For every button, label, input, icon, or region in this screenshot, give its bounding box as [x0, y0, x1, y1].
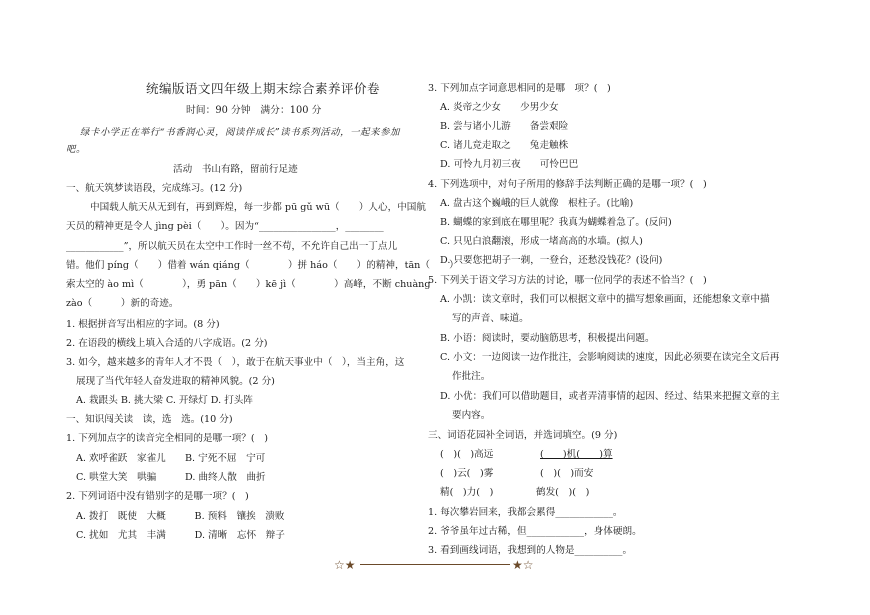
passage-line-1: 中国载人航天从无到有，再到辉煌，每一步都 pū gǔ wū（ ）人心，中国航 [90, 202, 426, 213]
passage-line-6: zào（ ）新的奇迹。 [66, 298, 179, 309]
question-r4-option-b: B. 蝴蝶的家到底在哪里呢？我真为蝴蝶着急了。(反问) [440, 217, 672, 228]
section-3-heading: 三、词语花园补全词语，并选词填空。(9 分) [428, 430, 618, 441]
section-2-heading: 一、知识闯关读 读，选 选。(10 分) [66, 414, 233, 425]
question-r5: 5. 下列关于语文学习方法的讨论，哪一位同学的表述不恰当？( ) [428, 275, 707, 286]
question-r5-option-c-line-2: 作批注。 [452, 371, 491, 382]
exam-title: 统编版语文四年级上期末综合素养评价卷 [146, 81, 381, 96]
question-3-line-1: 3. 如今，越来越多的青年人才不畏（ ），敢于在航天事业中（ ），当主角，这 [66, 357, 405, 368]
question-r4-option-a: A. 盘古这个巍峨的巨人就像 根柱子。(比喻) [440, 198, 634, 209]
activity-heading: 活动 书山有路，留前行足迹 [173, 164, 298, 175]
knowledge-question-1: 1. 下列加点字的读音完全相同的是哪一项？( ) [66, 433, 268, 444]
intro-line-2: 吧。 [66, 144, 86, 155]
word-blank-1a: ( )( )高远 [440, 449, 494, 460]
question-r5-option-d-line-2: 要内容。 [452, 410, 491, 421]
knowledge-question-1-options-ab: A. 欢呼雀跃 家雀儿 B. 宁死不屈 宁可 [76, 453, 266, 464]
question-r3-option-c: C. 诸儿竞走取之 兔走触株 [440, 140, 569, 151]
question-3-options: A. 栽跟头 B. 挑大梁 C. 开绿灯 D. 打头阵 [76, 395, 253, 406]
knowledge-question-1-options-cd: C. 哄堂大笑 哄骗 D. 曲终人散 曲折 [76, 472, 266, 483]
question-r5-option-a-line-2: 写的声音、味道。 [452, 313, 529, 324]
question-r5-option-a-line-1: A. 小凯：读文章时，我们可以根据文章中的描写想象画面，还能想象文章中描 [440, 294, 770, 305]
question-r5-option-c-line-1: C. 小文：一边阅读一边作批注，会影响阅读的速度，因此必须要在读完全文后再 [440, 352, 780, 363]
question-r3: 3. 下列加点字词意思相同的是哪 项？( ) [428, 83, 611, 94]
passage-line-3: ____________”，所以航天员在太空中工作时一丝不苟，不允许自己出一丁点儿 [66, 241, 398, 252]
question-r3-option-d: D. 可怜九月初三夜 可怜巴巴 [440, 159, 579, 170]
star-icon: ☆★ [334, 558, 356, 572]
knowledge-question-2-options-ab: A. 拨打 既使 大概 B. 预料 镶挨 溃败 [76, 511, 285, 522]
question-1: 1. 根据拼音写出相应的字词。(8 分) [66, 319, 220, 330]
knowledge-question-2: 2. 下列词语中没有错别字的是哪一项？( ) [66, 491, 249, 502]
fill-sentence-1: 1. 每次攀岩回来，我都会累得____________。 [428, 507, 623, 518]
question-r3-option-b: B. 尝与诸小儿游 备尝艰险 [440, 121, 569, 132]
word-blank-2b: ( )( )而安 [540, 468, 594, 479]
word-blank-3b: 鹤发( )( ) [536, 487, 590, 498]
exam-time: 时间：90 分钟 满分：100 分 [186, 105, 322, 116]
question-r3-option-a: A. 炎帝之少女 少男少女 [440, 102, 559, 113]
question-r4: 4. 下列选项中，对句子所用的修辞手法判断正确的是哪一项？( ) [428, 179, 707, 190]
question-r4-option-c: C. 只见白浪翻滚，形成一堵高高的水墙。(拟人) [440, 236, 643, 247]
passage-line-2: 天员的精神更是令人 jìng pèi（ ）。因为“________________，________ [66, 221, 384, 232]
question-r4-option-d: D. 只要您把胡子一剃，一登台，还愁没钱花？(设问) [440, 255, 663, 266]
passage-line-5: 索太空的 ào mì（ ），勇 pān（ ）kē jì（ ）高峰，不断 chuàng [66, 279, 431, 290]
fill-sentence-3: 3. 看到画线词语，我想到的人物是__________。 [428, 545, 633, 556]
intro-line-1: 绿卡小学正在举行“书香润心灵，阅读伴成长”读书系列活动，一起来参加 [80, 127, 401, 138]
question-r5-option-d-line-1: D. 小优：我们可以借助题目，或者弄清事情的起因、经过、结果来把握文章的主 [440, 391, 780, 402]
knowledge-question-2-options-cd: C. 扰如 尤其 丰满 D. 清晰 忘怀 辩子 [76, 530, 285, 541]
footer-divider [334, 558, 539, 572]
question-3-line-2: 展现了当代年轻人奋发进取的精神风貌。(2 分) [76, 376, 275, 387]
question-2: 2. 在语段的横线上填入合适的八字成语。(2 分) [66, 338, 268, 349]
question-r5-option-b: B. 小语：阅读时，要动脑筋思考，积极提出问题。 [440, 333, 655, 344]
word-blank-3a: 精( )力( ) [440, 487, 494, 498]
divider-line [360, 564, 510, 565]
passage-line-4: 错。他们 píng（ ）借着 wán qiáng（ ）拼 háo（ ）的精神，tān（ ） [66, 260, 459, 271]
section-1-heading: 一、航天筑梦读语段，完成练习。(12 分) [66, 183, 243, 194]
word-blank-1b: ( )机( )算 [540, 449, 613, 460]
star-icon: ★☆ [512, 558, 534, 572]
fill-sentence-2: 2. 爷爷虽年过古稀，但____________，身体硬朗。 [428, 526, 642, 537]
word-blank-2a: ( )云( )雾 [440, 468, 494, 479]
